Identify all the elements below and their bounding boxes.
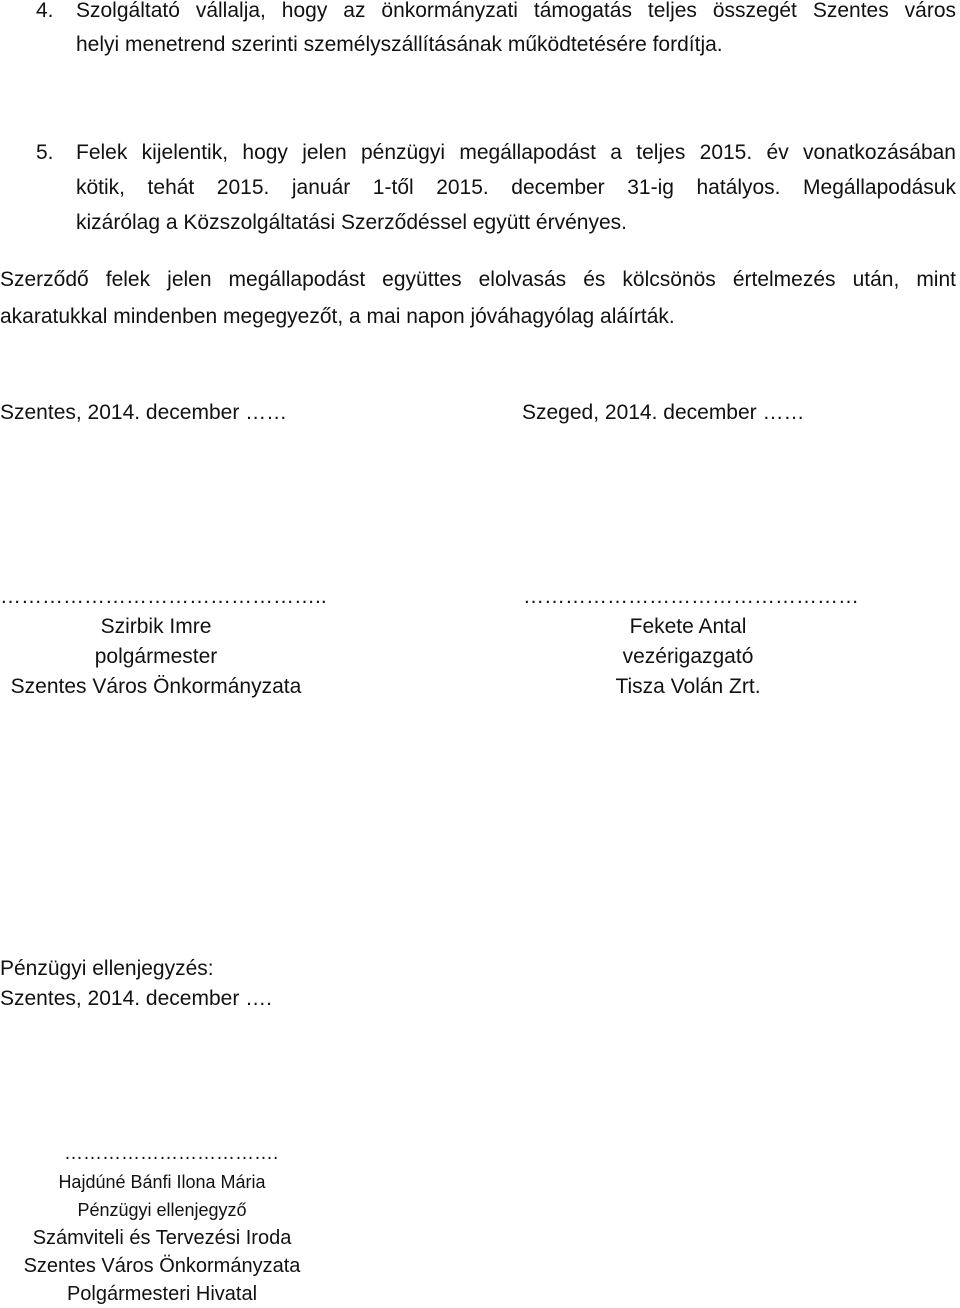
countersign-name: Hajdúné Bánfi Ilona Mária — [58, 1172, 266, 1192]
signatory-name-left: Szirbik Imre — [100, 615, 212, 638]
signatory-title-left: polgármester — [94, 645, 218, 668]
item-4-number: 4. — [36, 0, 54, 22]
signatory-name-right: Fekete Antal — [629, 615, 747, 638]
countersign-role: Pénzügyi ellenjegyző — [77, 1200, 247, 1220]
item-4-line-1: Szolgáltató vállalja, hogy az önkormányzati támogatás teljes összegét Szentes város — [76, 0, 956, 22]
closing-line-2: akaratukkal mindenben megegyezőt, a mai napon jóváhagyólag aláírták. — [0, 305, 675, 328]
signatory-org-right: Tisza Volán Zrt. — [615, 675, 761, 698]
countersign-department: Számviteli és Tervezési Iroda — [32, 1227, 292, 1249]
signature-line-left: ……………………………………….. — [0, 585, 327, 608]
signature-line-right: ………………………………………… — [523, 585, 859, 608]
place-date-right: Szeged, 2014. december …… — [522, 401, 805, 424]
item-5-line-1: Felek kijelentik, hogy jelen pénzügyi megállapodást a teljes 2015. év vonatkozásában — [76, 141, 956, 164]
countersign-office: Polgármesteri Hivatal — [66, 1283, 258, 1305]
countersign-heading: Pénzügyi ellenjegyzés: — [0, 957, 214, 980]
signature-block-left — [0, 582, 327, 702]
signatory-org-left: Szentes Város Önkormányzata — [10, 675, 302, 698]
countersign-signature-line: ……………………………. — [64, 1143, 279, 1164]
item-5-number: 5. — [36, 141, 54, 164]
item-5-line-2: kötik, tehát 2015. január 1-től 2015. december 31-ig hatályos. Megállapodásuk — [76, 176, 956, 199]
closing-line-1: Szerződő felek jelen megállapodást együttes elolvasás és kölcsönös értelmezés után, mint — [0, 268, 956, 291]
countersign-place-date: Szentes, 2014. december …. — [0, 987, 272, 1010]
item-4-line-2: helyi menetrend szerinti személyszállításának működtetésére fordítja. — [76, 33, 723, 56]
countersign-block — [0, 1140, 356, 1308]
signature-block-right — [520, 582, 912, 702]
countersign-organization: Szentes Város Önkormányzata — [23, 1255, 301, 1277]
signatory-title-right: vezérigazgató — [622, 645, 754, 668]
place-date-left: Szentes, 2014. december …… — [0, 401, 288, 424]
item-5-line-3: kizárólag a Közszolgáltatási Szerződéssel együtt érvényes. — [76, 211, 627, 234]
